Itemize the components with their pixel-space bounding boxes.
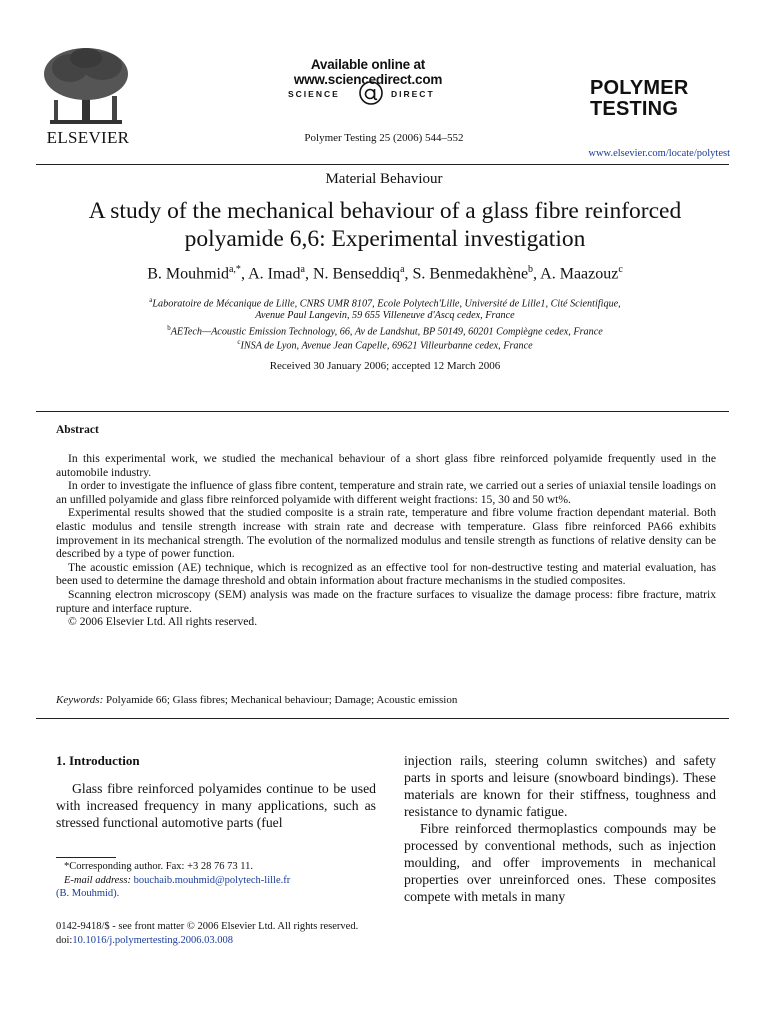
keywords-line [56,694,716,706]
journal-citation: Polymer Testing 25 (2006) 544–552 [304,132,464,144]
abstract-top-rule [36,411,729,412]
doi-link[interactable]: 10.1016/j.polymertesting.2006.03.008 [72,935,234,946]
journal-name [590,78,730,120]
author-name: B. Mouhmid [147,265,229,283]
affil-text: Laboratoire de Mécanique de Lille, CNRS UMR 8107, Ecole Polytech'Lille, Université de Lille1, Cité Scientifique, [152,298,621,310]
intro-heading: 1. Introduction [56,753,140,768]
sciencedirect-logo [288,80,448,104]
keywords-list: Polyamide 66; Glass fibres; Mechanical behaviour; Damage; Acoustic emission [106,694,458,706]
doi-line [56,934,456,948]
author-affil-mark[interactable]: a [400,264,405,275]
author-affil-mark[interactable]: c [618,264,623,275]
sciencedirect-at-icon [356,80,386,106]
affil-text: AETech—Acoustic Emission Technology, 66, Av de Landshut, BP 50149, 60201 Compiègne cedex, France [170,326,603,338]
abstract-heading: Abstract [56,424,99,436]
abstract-paragraph: Experimental results showed that the studied composite is a strain rate, temperature and fibre volume fraction dependant material. Both elastic modulus and tensile strength increase with strain rate and decrease with temperature. Glass fibre reinforced PA66 exhibits improvement in its mechanical strength. The evolution of the normalized modulus and tensile strength as functions of relative density can be described by a type of power function. [56,506,716,561]
header-divider [36,164,729,165]
abstract-body [56,452,716,629]
author-name: S. Benmedakhène [412,265,529,283]
affiliation-c [40,338,730,351]
author-list [40,264,730,283]
body-paragraph: injection rails, steering column switches) and safety parts in sports and leisure (snowboard bindings). These materials are known for their stiffness, toughness and resistance to dynamic fatigue. [404,753,716,819]
author-affil-mark[interactable]: b [528,264,534,275]
affiliation-a-cont [40,310,730,321]
abstract-paragraph: In order to investigate the influence of glass fibre content, temperature and strain rate, we carried out a series of uniaxial tensile loadings on an unfilled polyamide and glass fibre reinforced polyamide with different weight fractions: 15, 30 and 50 wt%. [56,479,716,506]
keywords-label: Keywords: [56,694,104,706]
email-owner: (B. Mouhmid). [56,888,120,899]
affiliation-b [40,324,730,337]
title-line-1: A study of the mechanical behaviour of a glass fibre reinforced [88,198,682,224]
affiliation-a [40,296,730,309]
abstract-paragraph: Scanning electron microscopy (SEM) analysis was made on the fracture surfaces to visualize the damage process: fibre fracture, matrix rupture and interface rupture. [56,587,716,615]
issn-line: 0142-9418/$ - see front matter © 2006 Elsevier Ltd. All rights reserved. [56,921,359,932]
journal-name-line2: TESTING [590,98,679,120]
doi-label: doi: [56,935,73,946]
author-separator: , [240,265,249,283]
email-line [56,874,376,888]
body-paragraph: Fibre reinforced thermoplastics compounds may be processed by conventional methods, such as injection moulding, and offer improvements in mechanical properties over unreinforced ones. These composites compete with metals in many [404,821,716,904]
section-label: Material Behaviour [325,171,443,187]
sd-logo-left: SCIENCE [288,89,340,99]
abstract-paragraph: The acoustic emission (AE) technique, which is recognized as an effective tool for non-destructive testing and material evaluation, has been used to determine the damage threshold and obtain information about fracture mechanisms in the studied composites. [56,560,716,588]
author-separator: , [533,265,541,283]
title-line-2: polyamide 6,6: Experimental investigation [184,226,586,252]
abstract-paragraph: In this experimental work, we studied the mechanical behaviour of a short glass fibre reinforced polyamide frequently used in the automobile industry. [56,452,716,479]
elsevier-tree-logo [40,44,132,128]
journal-url-link[interactable]: www.elsevier.com/locate/polytest [588,148,730,159]
email-label: E-mail address: [64,874,131,886]
body-left-column [56,752,376,831]
sd-logo-right: DIRECT [391,89,435,99]
front-matter [56,920,456,948]
body-right-column [404,752,716,905]
author-separator: , [304,265,313,283]
affil-mark: b [167,324,171,332]
footnote [56,860,376,901]
author-name: A. Imad [248,265,301,283]
footnote-rule [56,857,116,858]
publisher-logo-text: ELSEVIER [46,128,130,147]
affil-mark: a [149,296,153,304]
journal-name-line1: POLYMER [590,77,689,99]
article-title [40,197,730,253]
body-paragraph: Glass fibre reinforced polyamides continue to be used with increased frequency in many applications, such as stressed functional automotive parts (fuel [56,781,376,830]
affil-text: Avenue Paul Langevin, 59 655 Villeneuve d'Ascq cedex, France [255,310,515,321]
affil-text: INSA de Lyon, Avenue Jean Capelle, 69621 Villeurbanne cedex, France [240,340,533,352]
abstract-bottom-rule [36,718,729,719]
corresponding-author-note: *Corresponding author. Fax: +3 28 76 73 11. [64,861,253,872]
copyright-line: © 2006 Elsevier Ltd. All rights reserved. [68,615,258,629]
author-affil-mark[interactable]: a,* [228,264,241,275]
received-dates: Received 30 January 2006; accepted 12 March 2006 [269,360,501,372]
author-separator: , [404,265,413,283]
author-affil-mark[interactable]: a [300,264,305,275]
affil-mark: c [237,338,241,346]
author-name: N. Benseddiq [312,265,401,283]
author-name: A. Maazouz [540,265,619,283]
email-link[interactable]: bouchaib.mouhmid@polytech-lille.fr [133,874,291,886]
available-online-text[interactable]: Available online at www.sciencedirect.com [293,57,443,87]
